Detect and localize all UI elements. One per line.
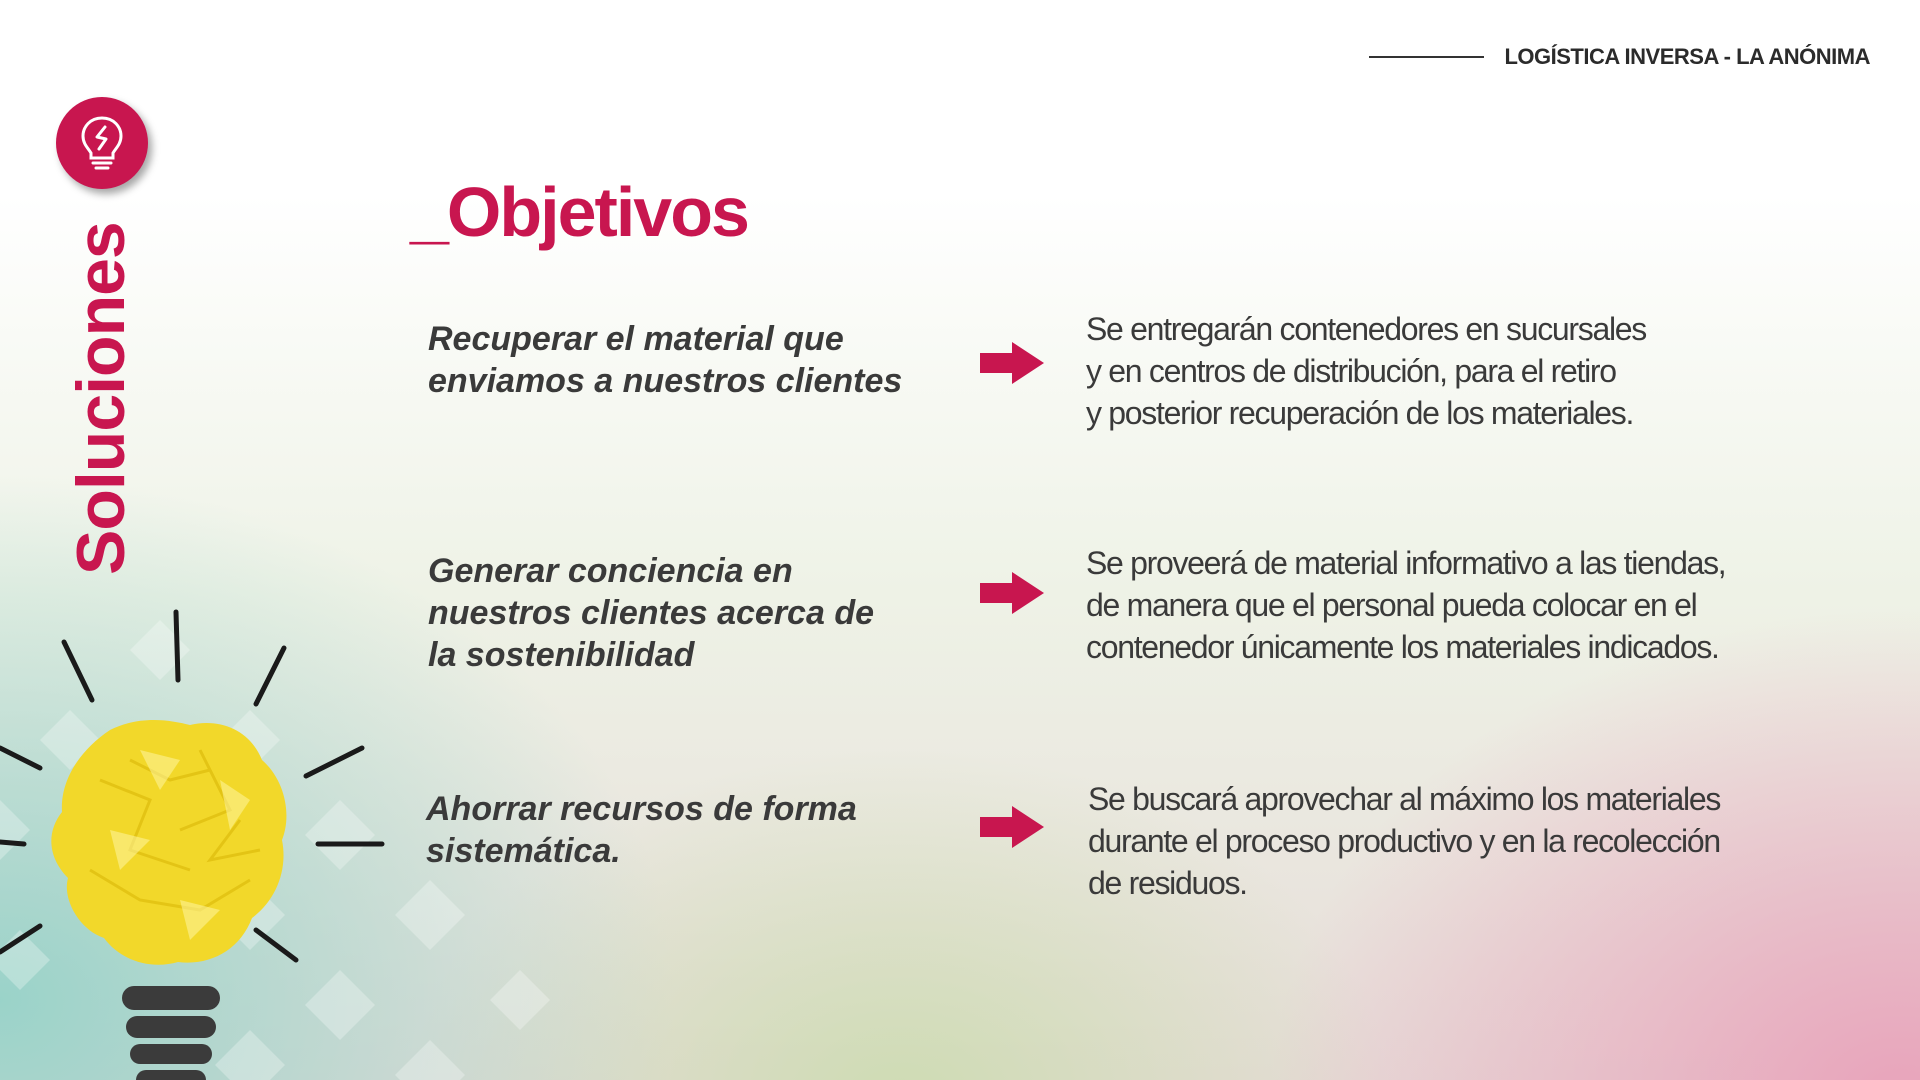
objective-text: Ahorrar recursos de forma sistemática. <box>426 790 857 870</box>
section-badge <box>56 97 148 189</box>
arrow-right-icon <box>980 572 1044 614</box>
arrow-right-icon <box>980 806 1044 848</box>
page-title: _Objetivos <box>410 173 748 251</box>
objective-text: Generar conciencia en nuestros clientes acerca de la sostenibilidad <box>428 552 875 674</box>
header-divider <box>1369 56 1484 58</box>
arrow-right-icon <box>980 342 1044 384</box>
header-title: LOGÍSTICA INVERSA - LA ANÓNIMA <box>1504 44 1870 69</box>
solution-text: Se buscará aprovechar al máximo los materiales durante el proceso productivo y en la recolección de residuos. <box>1088 781 1721 901</box>
solution-text: Se proveerá de material informativo a las tiendas, de manera que el personal pueda colocar en el contenedor únicamente los materiales indicados. <box>1086 545 1726 665</box>
section-title: Soluciones <box>63 222 139 575</box>
crumpled-lightbulb-icon <box>0 600 400 1080</box>
objective-text: Recuperar el material que enviamos a nuestros clientes <box>428 320 903 400</box>
solution-text: Se entregarán contenedores en sucursales y en centros de distribución, para el retiro y posterior recuperación de los materiales. <box>1086 311 1646 431</box>
header <box>1369 44 1870 70</box>
lightbulb-icon <box>76 113 128 173</box>
